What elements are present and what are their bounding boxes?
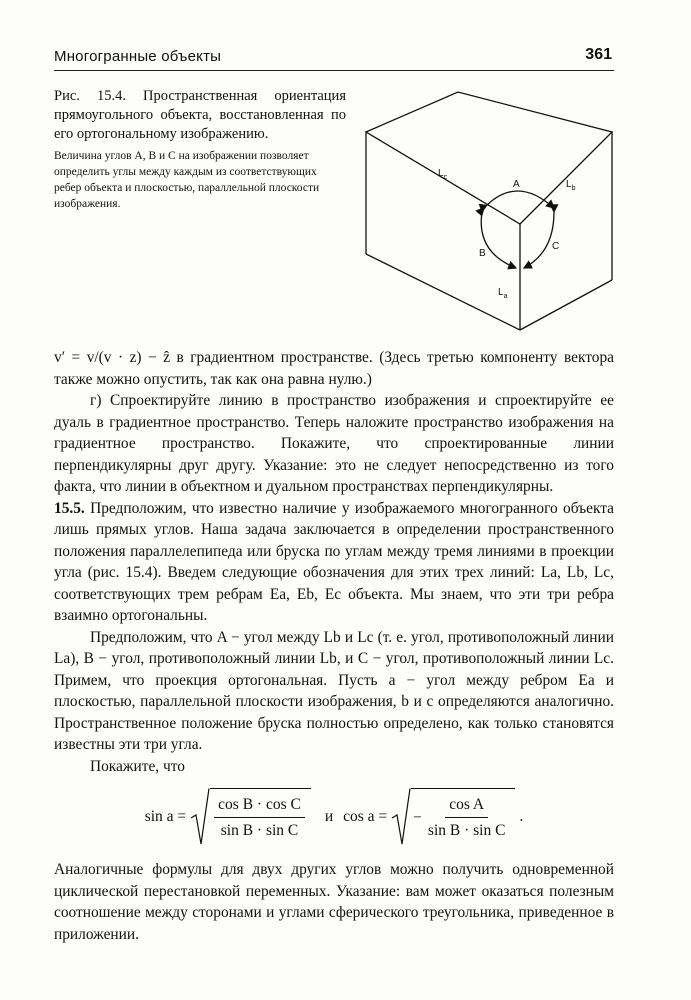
figure-box-diagram (358, 90, 616, 340)
label-lc: $L_c$ (438, 168, 448, 181)
page-number: 361 (585, 46, 612, 63)
formula-sin-lhs: sin a = (144, 808, 187, 826)
paragraph-1: v′ = v/(v · z) − ẑ в градиентном пространстве. (Здесь третью компоненту вектора также можно опустить, так как она равна нулю.) (54, 349, 614, 388)
fraction-sin-numerator: cos B · cos C (214, 794, 305, 819)
paragraph-3 (54, 498, 614, 627)
angle-arc-b (481, 212, 516, 268)
formula-cos-lhs: cos a = (343, 808, 388, 826)
caption-note: Величина углов A, B и C на изображении позволяет определить углы между каждым из соответствующих ребер объекта и плоскостью, параллельной плоскости изображения. (54, 150, 320, 210)
formula-end: . (519, 808, 524, 826)
radical-sign (190, 788, 210, 846)
fraction-sin-denominator: sin B · sin C (220, 822, 299, 839)
label-la: $L_a$ (498, 287, 508, 300)
label-lb: $L_b$ (566, 179, 576, 192)
fraction-cos-denominator: sin B · sin C (427, 822, 506, 839)
paragraph-2: г) Спроектируйте линию в пространство изображения и спроектируйте ее дуаль в градиентное пространство. Теперь наложите пространство изображения на градиентное пространство. Покажите, что спроектированные линии перпендикулярны друг другу. Указание: это не следует непосредственно из того факта, что линии в объектном и дуальном пространствах перпендикулярны. (54, 392, 614, 495)
sqrt-cos (391, 788, 515, 846)
fraction-sin (214, 794, 305, 842)
paragraph-4: Предположим, что A − угол между Lb и Lc (т. е. угол, противоположный линии La), B − угол, противоположный линии Lb, и C − угол, противоположный линии Lc. Примем, что проекция ортогональная. Пусть a − угол между ребром Ea и плоскостью, параллельной плоскости изображения, b и c определяются аналогично. Пространственное положение бруска полностью определено, как только становятся известны эти три угла. (54, 628, 614, 753)
angle-arc-c (524, 212, 554, 268)
label-angle-b: B (479, 248, 486, 259)
main-text (54, 347, 614, 945)
label-angle-c: C (552, 241, 560, 252)
sqrt-sin (190, 788, 311, 846)
page-header (54, 44, 614, 71)
paragraph-5: Покажите, что (90, 757, 185, 775)
exercise-number: 15.5. (54, 499, 85, 517)
angle-arc-a (484, 191, 554, 208)
box-diagram-svg (358, 90, 616, 340)
paragraph-3-text: Предположим, что известно наличие у изображаемого многогранного объекта лишь прямых углов. Наша задача заключается в определении пространственного положения параллелепипеда или бруска по углам между тремя линиями в проекции угла (рис. 15.4). Введем следующие обозначения для этих трех линий: La, Lb, Lc, соответствующих трем ребрам Ea, Eb, Ec объекта. Мы знаем, что эти три ребра взаимно ортогональны. (54, 499, 614, 624)
box-bottom-left-edge (366, 254, 520, 330)
label-angle-a: A (513, 179, 520, 190)
caption-text: Рис. 15.4. Пространственная ориентация прямоугольного объекта, восстановленная по его ортогональному изображению. (54, 88, 346, 142)
formula (54, 783, 614, 851)
box-top-face (366, 92, 612, 224)
radical-sign (391, 788, 411, 846)
paragraph-6: Аналогичные формулы для двух других углов можно получить одновременной циклической перестановкой переменных. Указание: вам может оказаться полезным соотношение между сторонами и углами сферического треугольника, приведенное в приложении. (54, 861, 614, 943)
fraction-cos (424, 794, 510, 842)
fraction-cos-numerator: cos A (445, 794, 488, 819)
running-title: Многогранные объекты (54, 48, 222, 65)
box-bottom-right-edge (520, 280, 612, 330)
formula-conjunction: и (324, 808, 334, 826)
formula-minus: − (413, 808, 422, 826)
figure-caption (54, 87, 346, 212)
